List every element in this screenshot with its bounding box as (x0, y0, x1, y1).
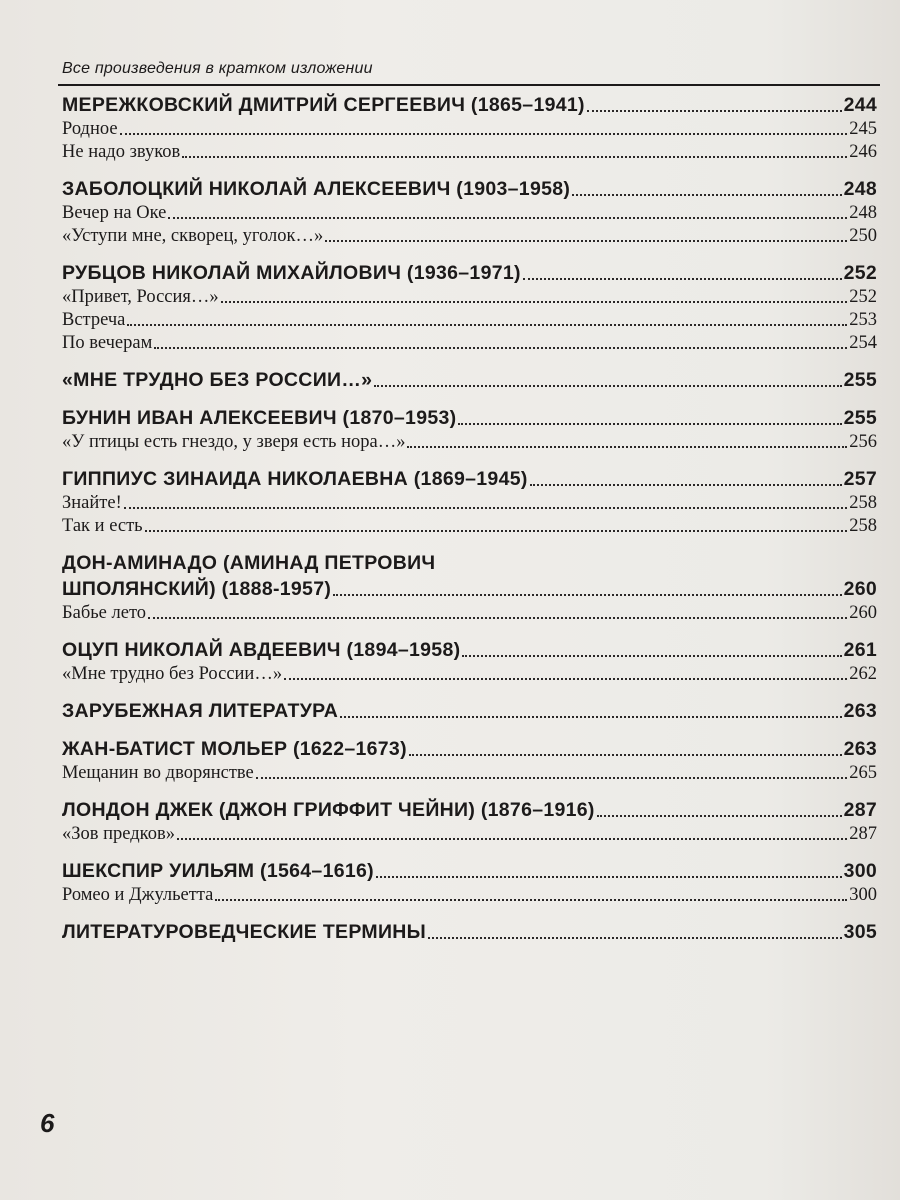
leader-dots (340, 716, 841, 718)
toc-author-heading (62, 466, 877, 492)
leader-dots (376, 876, 842, 878)
toc-author-heading (62, 858, 877, 884)
toc-author-heading (62, 637, 877, 663)
toc-author-heading-title: ЗАРУБЕЖНАЯ ЛИТЕРАТУРА (62, 700, 339, 722)
toc-author-heading (62, 367, 877, 393)
page-number: 6 (40, 1108, 55, 1138)
toc-work-entry-page: 252 (849, 287, 877, 307)
toc-work-entry-page: 248 (849, 203, 877, 223)
toc-work-entry-title: Так и есть (62, 516, 143, 536)
toc-author-heading (62, 176, 877, 202)
toc-author-heading-page: 305 (843, 921, 877, 943)
leader-dots (407, 446, 847, 448)
toc-work-entry (62, 823, 877, 846)
section-gap (62, 686, 877, 698)
toc-work-entry-title: Знайте! (62, 493, 122, 513)
section-gap (62, 454, 877, 466)
leader-dots (462, 655, 841, 657)
leader-dots (409, 754, 842, 756)
toc-work-entry (62, 515, 877, 538)
toc-work-entry (62, 118, 877, 141)
section-gap (62, 907, 877, 919)
section-gap (62, 625, 877, 637)
section-gap (62, 846, 877, 858)
toc-author-heading-page: 287 (843, 799, 877, 821)
toc-author-heading-page: 260 (843, 578, 877, 600)
toc-work-entry-page: 258 (849, 493, 877, 513)
leader-dots (325, 240, 847, 242)
leader-dots (120, 133, 848, 135)
toc-work-entry-page: 300 (849, 885, 877, 905)
leader-dots (145, 530, 848, 532)
toc-author-heading-page: 252 (843, 262, 877, 284)
section-gap (62, 785, 877, 797)
toc-author-heading-title: ЗАБОЛОЦКИЙ НИКОЛАЙ АЛЕКСЕЕВИЧ (1903–1958) (62, 178, 571, 200)
toc-work-entry-title: Мещанин во дворянстве (62, 763, 254, 783)
toc-work-entry (62, 225, 877, 248)
toc-work-entry-title: По вечерам (62, 333, 153, 353)
leader-dots (256, 777, 848, 779)
toc-author-heading-page: 257 (843, 468, 877, 490)
toc-work-entry-page: 287 (849, 824, 877, 844)
toc-author-heading (62, 576, 877, 602)
toc-author-heading-page: 263 (843, 738, 877, 760)
running-head: Все произведения в кратком изложении (62, 60, 373, 77)
toc-section (62, 846, 877, 907)
toc-author-heading-page: 248 (843, 178, 877, 200)
toc-work-entry-title: Вечер на Оке (62, 203, 167, 223)
toc-author-heading (62, 919, 877, 945)
toc-section (62, 907, 877, 945)
toc-author-heading-title: ШПОЛЯНСКИЙ) (1888-1957) (62, 578, 332, 600)
toc-work-entry-page: 245 (849, 119, 877, 139)
toc-work-entry-title: «Мне трудно без России…» (62, 664, 283, 684)
toc-section (62, 625, 877, 686)
section-gap (62, 164, 877, 176)
section-gap (62, 355, 877, 367)
leader-dots (221, 301, 848, 303)
toc-author-heading-page: 263 (843, 700, 877, 722)
toc-section (62, 164, 877, 248)
toc-work-entry (62, 884, 877, 907)
toc-author-heading-line: ДОН-АМИНАДО (АМИНАД ПЕТРОВИЧ (62, 552, 436, 574)
leader-dots (148, 617, 847, 619)
section-gap (62, 538, 877, 550)
leader-dots (215, 899, 847, 901)
toc-work-entry (62, 602, 877, 625)
leader-dots (374, 385, 841, 387)
section-gap (62, 248, 877, 260)
leader-dots (572, 194, 841, 196)
toc-work-entry (62, 431, 877, 454)
leader-dots (530, 484, 842, 486)
leader-dots (333, 594, 841, 596)
toc-author-heading (62, 260, 877, 286)
toc-work-entry-title: Ромео и Джульетта (62, 885, 214, 905)
toc-author-heading-page: 300 (843, 860, 877, 882)
toc-work-entry-title: Встреча (62, 310, 126, 330)
toc-section (62, 355, 877, 393)
toc-work-entry (62, 286, 877, 309)
header-rule (58, 84, 880, 86)
leader-dots (428, 937, 842, 939)
toc-author-heading-title: ШЕКСПИР УИЛЬЯМ (1564–1616) (62, 860, 374, 882)
table-of-contents (62, 92, 877, 945)
toc-work-entry-title: Родное (62, 119, 118, 139)
toc-work-entry-page: 256 (849, 432, 877, 452)
toc-work-entry (62, 663, 877, 686)
toc-author-heading-title: ЖАН-БАТИСТ МОЛЬЕР (1622–1673) (62, 738, 407, 760)
toc-work-entry (62, 141, 877, 164)
toc-section (62, 92, 877, 164)
toc-author-heading-title: ЛИТЕРАТУРОВЕДЧЕСКИЕ ТЕРМИНЫ (62, 921, 427, 943)
toc-work-entry-title: «У птицы есть гнездо, у зверя есть нора…» (62, 432, 406, 452)
toc-author-heading-page: 244 (843, 94, 877, 116)
toc-author-heading (62, 405, 877, 431)
leader-dots (523, 278, 842, 280)
toc-author-heading (62, 736, 877, 762)
toc-work-entry-page: 246 (849, 142, 877, 162)
toc-work-entry (62, 762, 877, 785)
toc-work-entry (62, 202, 877, 225)
leader-dots (127, 324, 847, 326)
leader-dots (124, 507, 848, 509)
toc-author-heading (62, 92, 877, 118)
toc-work-entry-title: «Уступи мне, скворец, уголок…» (62, 226, 324, 246)
toc-work-entry-page: 254 (849, 333, 877, 353)
section-gap (62, 724, 877, 736)
toc-author-heading-page: 255 (843, 369, 877, 391)
toc-work-entry (62, 332, 877, 355)
toc-section (62, 248, 877, 355)
toc-section (62, 454, 877, 538)
toc-work-entry-title: «Зов предков» (62, 824, 175, 844)
toc-work-entry-page: 265 (849, 763, 877, 783)
toc-section (62, 538, 877, 625)
toc-section (62, 686, 877, 724)
leader-dots (284, 678, 847, 680)
toc-author-heading-title: БУНИН ИВАН АЛЕКСЕЕВИЧ (1870–1953) (62, 407, 457, 429)
toc-author-heading (62, 797, 877, 823)
toc-work-entry-page: 260 (849, 603, 877, 623)
toc-work-entry (62, 309, 877, 332)
toc-work-entry-page: 250 (849, 226, 877, 246)
toc-author-heading (62, 698, 877, 724)
toc-work-entry (62, 492, 877, 515)
toc-author-heading-title: ОЦУП НИКОЛАЙ АВДЕЕВИЧ (1894–1958) (62, 639, 461, 661)
section-gap (62, 393, 877, 405)
toc-work-entry-title: «Привет, Россия…» (62, 287, 219, 307)
leader-dots (587, 110, 842, 112)
toc-work-entry-page: 262 (849, 664, 877, 684)
leader-dots (182, 156, 847, 158)
toc-section (62, 785, 877, 846)
toc-work-entry-page: 258 (849, 516, 877, 536)
toc-author-heading-title: МЕРЕЖКОВСКИЙ ДМИТРИЙ СЕРГЕЕВИЧ (1865–1941) (62, 94, 585, 116)
toc-author-heading-title: ГИППИУС ЗИНАИДА НИКОЛАЕВНА (1869–1945) (62, 468, 528, 490)
toc-author-heading-title: РУБЦОВ НИКОЛАЙ МИХАЙЛОВИЧ (1936–1971) (62, 262, 521, 284)
toc-section (62, 393, 877, 454)
toc-work-entry-page: 253 (849, 310, 877, 330)
leader-dots (168, 217, 847, 219)
toc-work-entry-title: Не надо звуков (62, 142, 181, 162)
leader-dots (154, 347, 847, 349)
toc-work-entry-title: Бабье лето (62, 603, 147, 623)
toc-author-heading-title: ЛОНДОН ДЖЕК (ДЖОН ГРИФФИТ ЧЕЙНИ) (1876–1916) (62, 799, 595, 821)
leader-dots (177, 838, 847, 840)
leader-dots (597, 815, 842, 817)
toc-author-heading-page: 261 (843, 639, 877, 661)
toc-author-heading-page: 255 (843, 407, 877, 429)
toc-section (62, 724, 877, 785)
leader-dots (458, 423, 841, 425)
toc-author-heading-title: «МНЕ ТРУДНО БЕЗ РОССИИ…» (62, 369, 373, 391)
